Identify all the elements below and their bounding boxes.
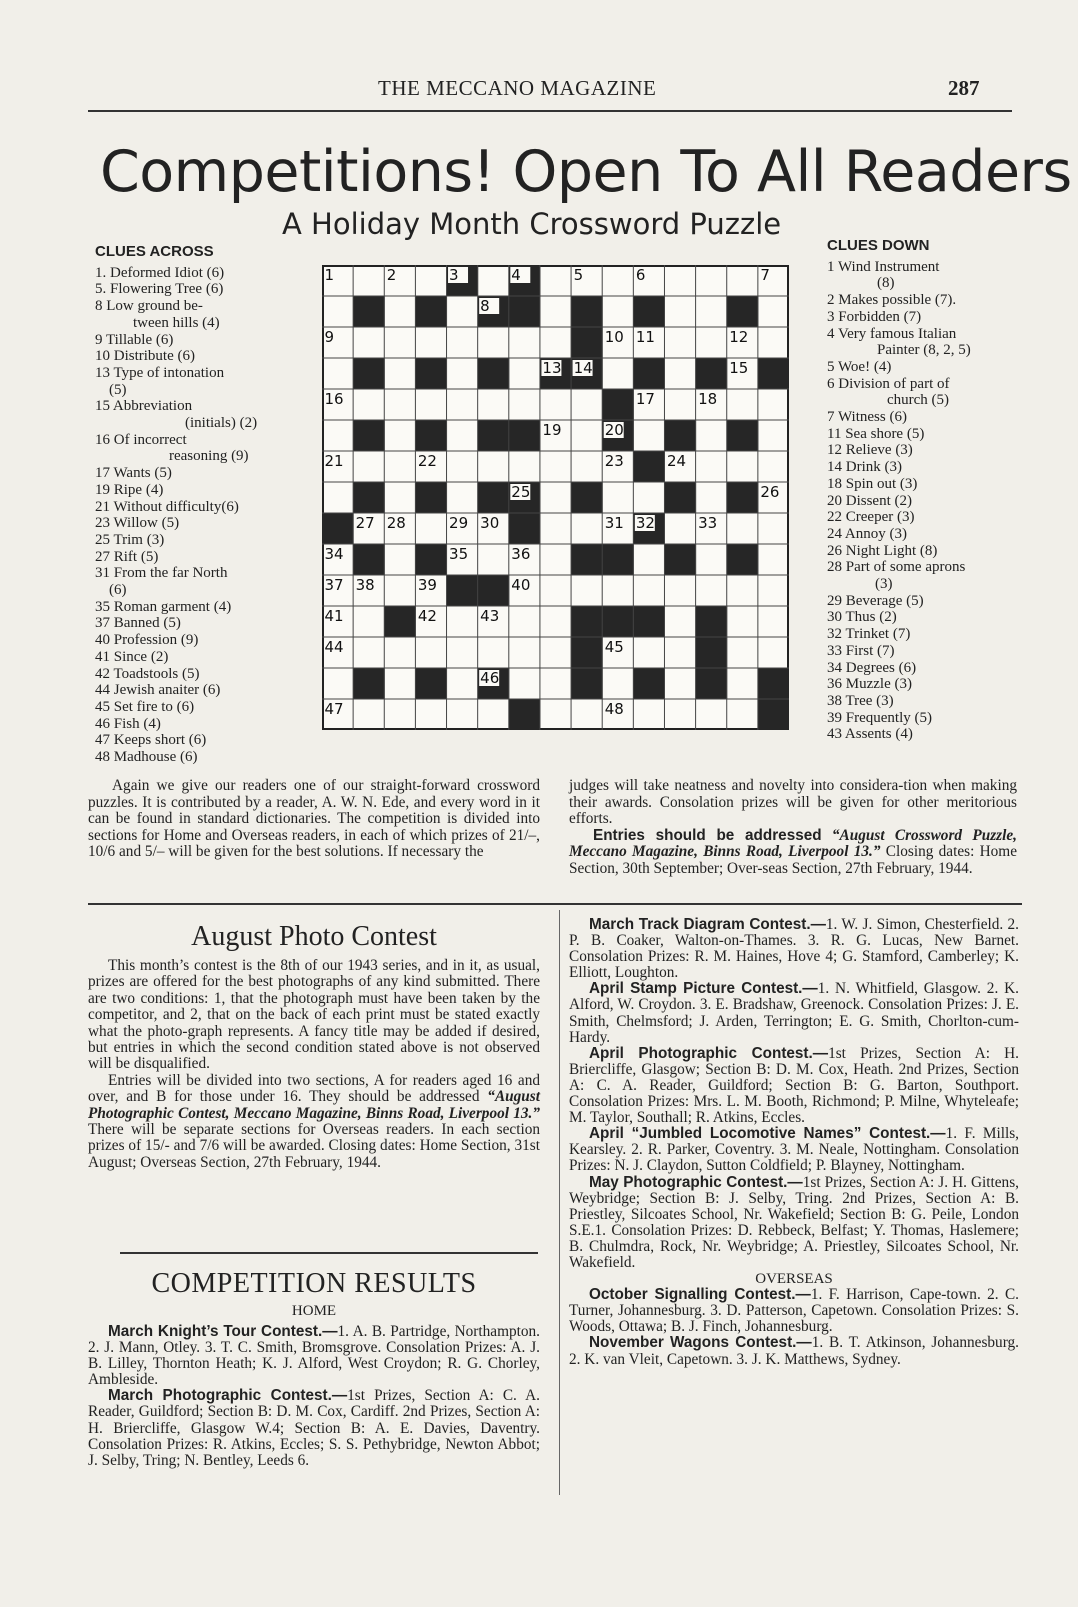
black-square bbox=[571, 296, 603, 328]
black-square bbox=[633, 668, 665, 700]
black-square bbox=[758, 358, 789, 390]
black-square bbox=[571, 637, 603, 669]
grid-number: 28 bbox=[386, 514, 406, 532]
grid-number: 30 bbox=[480, 514, 500, 532]
grid-number: 29 bbox=[449, 514, 469, 532]
down-clue: 32 Trinket (7) bbox=[827, 626, 911, 643]
grid-number: 35 bbox=[449, 545, 469, 563]
grid-number: 38 bbox=[355, 576, 375, 594]
down-clue: 1 Wind Instrument bbox=[827, 258, 940, 275]
grid-number: 31 bbox=[604, 514, 624, 532]
black-square bbox=[602, 544, 634, 576]
across-clue: 37 Banned (5) bbox=[95, 615, 181, 632]
results-rule bbox=[120, 1252, 538, 1254]
black-square bbox=[509, 699, 541, 730]
grid-number: 20 bbox=[604, 421, 624, 439]
black-square bbox=[509, 513, 541, 545]
down-clue: 11 Sea shore (5) bbox=[827, 425, 925, 442]
across-clue: 23 Willow (5) bbox=[95, 515, 180, 532]
black-square bbox=[478, 358, 510, 390]
across-clue: 45 Set fire to (6) bbox=[95, 698, 195, 715]
down-clue: (8) bbox=[877, 275, 895, 292]
grid-number: 6 bbox=[635, 266, 646, 284]
black-square bbox=[664, 544, 696, 576]
result-contest-name: March Track Diagram Contest.— bbox=[589, 916, 826, 933]
across-clue: 1. Deformed Idiot (6) bbox=[95, 264, 225, 281]
across-clue: (6) bbox=[109, 582, 127, 599]
black-square bbox=[384, 606, 416, 638]
entries-lead: Entries should be addressed bbox=[593, 826, 822, 844]
grid-number: 5 bbox=[573, 266, 584, 284]
result-contest-name: April Photographic Contest.— bbox=[589, 1044, 829, 1062]
grid-number: 18 bbox=[698, 390, 718, 408]
black-square bbox=[571, 327, 603, 359]
result-winners: 1. A. B. Partridge, Northampton. 2. J. Mann, Otley. 3. T. C. Smith, Bromsgrove. Consolation Prizes: A. J. B. Lilley, Thornton Heath; K. J. Alford, West Croydon; R. G. Chorley, Ambleside. bbox=[88, 1323, 541, 1389]
black-square bbox=[664, 420, 696, 452]
clues-down-heading: CLUES DOWN bbox=[827, 237, 930, 254]
grid-number: 13 bbox=[542, 359, 562, 377]
across-clue: 10 Distribute (6) bbox=[95, 348, 195, 365]
clues-down bbox=[827, 238, 971, 743]
black-square bbox=[353, 420, 385, 452]
across-clue: reasoning (9) bbox=[169, 448, 249, 465]
entries-paragraph bbox=[569, 828, 1017, 878]
across-clue: 47 Keeps short (6) bbox=[95, 732, 207, 749]
grid-number: 2 bbox=[386, 266, 397, 284]
clues-across-heading: CLUES ACROSS bbox=[95, 243, 214, 260]
result-contest-name: October Signalling Contest.— bbox=[589, 1286, 811, 1304]
across-clue: 25 Trim (3) bbox=[95, 531, 165, 548]
result-entry bbox=[569, 981, 1019, 1045]
down-clue: 20 Dissent (2) bbox=[827, 492, 912, 509]
grid-number: 48 bbox=[604, 700, 624, 718]
result-entry bbox=[88, 1324, 540, 1388]
across-clue: 13 Type of intonation bbox=[95, 364, 225, 381]
across-clue: 41 Since (2) bbox=[95, 648, 169, 665]
black-square bbox=[633, 358, 665, 390]
grid-number: 9 bbox=[324, 328, 335, 346]
black-square bbox=[478, 420, 510, 452]
black-square bbox=[353, 668, 385, 700]
black-square bbox=[727, 544, 759, 576]
across-clue: 5. Flowering Tree (6) bbox=[95, 281, 224, 298]
photo-contest-title: August Photo Contest bbox=[191, 921, 437, 952]
result-winners: 1st Prizes, Section A: J. H. Gittens, Weybridge; Section B: J. Selby, Tring. 2nd Prizes, Section A: B. Priestley, Silcoates School, Nr. Wakefield; Section B: G. Peile, London S.E.1. Consolation Prizes: D. Rebbeck, Belfast; Y. Thomas, Haslemere; B. Chulmdra, Rock, Nr. Weybridge; A. Priestley, Silcoates School, Nr. Wakefield. bbox=[569, 1173, 1019, 1271]
black-square bbox=[696, 606, 728, 638]
across-clue: tween hills (4) bbox=[133, 314, 220, 331]
grid-number: 44 bbox=[324, 638, 344, 656]
down-clue: 4 Very famous Italian bbox=[827, 325, 957, 342]
grid-number: 4 bbox=[511, 266, 521, 284]
results-left-column bbox=[88, 1324, 540, 1469]
intro-left-column bbox=[88, 778, 540, 861]
page-title: Competitions! Open To All Readers bbox=[100, 139, 1072, 205]
grid-number: 22 bbox=[417, 452, 437, 470]
across-clue: 40 Profession (9) bbox=[95, 632, 199, 649]
across-clue: 21 Without difficulty(6) bbox=[95, 498, 239, 515]
across-clue: 35 Roman garment (4) bbox=[95, 598, 232, 615]
black-square bbox=[353, 296, 385, 328]
black-square bbox=[602, 389, 634, 421]
grid-number: 40 bbox=[511, 576, 531, 594]
across-clue: 27 Rift (5) bbox=[95, 548, 159, 565]
photo-closing: There will be separate sections for Overseas readers. In each section prizes of 15/- and 7/6 will be awarded. Closing dates: Home Section, 31st August; Overseas Section, 27th February, 1944. bbox=[88, 1121, 540, 1171]
black-square bbox=[727, 420, 759, 452]
column-divider bbox=[559, 910, 560, 1495]
intro-right-column bbox=[569, 778, 1017, 878]
grid-number: 10 bbox=[604, 328, 624, 346]
intro-paragraph: judges will take neatness and novelty into considera-tion when making their awards. Consolation prizes will be given for other meritorious efforts. bbox=[569, 777, 1017, 828]
black-square bbox=[478, 482, 510, 514]
result-winners: 1. F. Harrison, Cape-town. 2. C. Turner, Johannesburg. 3. D. Patterson, Capetown. Consolation Prizes: S. Woods, Ottawa; B. J. Finch, Johannesburg. bbox=[569, 1286, 1020, 1336]
down-clue: 34 Degrees (6) bbox=[827, 659, 917, 676]
across-clue: 42 Toadstools (5) bbox=[95, 665, 200, 682]
black-square bbox=[509, 296, 541, 328]
across-clue: 9 Tillable (6) bbox=[95, 331, 174, 348]
result-entry bbox=[569, 917, 1019, 981]
photo-contest-body bbox=[88, 958, 540, 1171]
across-clue: 16 Of incorrect bbox=[95, 431, 187, 448]
result-winners: 1. B. T. Atkinson, Johannesburg. 2. K. van Vleit, Capetown. 3. J. K. Matthews, Sydney. bbox=[569, 1334, 1020, 1368]
black-square bbox=[664, 482, 696, 514]
result-contest-name: May Photographic Contest.— bbox=[589, 1173, 803, 1191]
result-entry bbox=[569, 1335, 1019, 1367]
black-square bbox=[571, 482, 603, 514]
grid-number: 45 bbox=[604, 638, 624, 656]
black-square bbox=[727, 296, 759, 328]
black-square bbox=[353, 544, 385, 576]
grid-number: 43 bbox=[480, 607, 500, 625]
down-clue: church (5) bbox=[887, 392, 950, 409]
closing-dates: Closing dates: Home Section, 30th September; Over-seas Section, 27th February, 1944. bbox=[569, 843, 1017, 877]
down-clue: 24 Annoy (3) bbox=[827, 525, 907, 542]
result-entry bbox=[569, 1175, 1019, 1272]
down-clue: 7 Witness (6) bbox=[827, 409, 907, 426]
result-contest-name: April Stamp Picture Contest.— bbox=[589, 980, 818, 998]
down-clue: 6 Division of part of bbox=[827, 375, 950, 392]
grid-number: 3 bbox=[449, 266, 459, 284]
black-square bbox=[415, 358, 447, 390]
grid-number: 11 bbox=[635, 328, 655, 346]
black-square bbox=[478, 575, 510, 607]
grid-number: 32 bbox=[635, 514, 655, 532]
grid-number: 7 bbox=[760, 266, 770, 284]
entries-address: “August Crossword Puzzle, Meccano Magazine, Binns Road, Liverpool 13.” bbox=[569, 826, 1017, 861]
grid-number: 47 bbox=[324, 700, 344, 718]
across-clue: (initials) (2) bbox=[185, 415, 258, 432]
grid-number: 42 bbox=[417, 607, 437, 625]
down-clue: 18 Spin out (3) bbox=[827, 475, 918, 492]
grid-number: 15 bbox=[729, 359, 749, 377]
down-clue: 29 Beverage (5) bbox=[827, 592, 924, 609]
black-square bbox=[353, 482, 385, 514]
down-clue: 22 Creeper (3) bbox=[827, 509, 915, 526]
grid-number: 17 bbox=[635, 390, 655, 408]
result-entry bbox=[569, 1046, 1019, 1126]
result-winners: 1st Prizes, Section A: C. A. Reader, Guildford; Section B: D. M. Cox, Cardiff. 2nd Prizes, Section A: H. Briercliffe, Glasgow W.4; Section B: A. E. Davies, Daventry. Consolation Prizes: R. Atkins, Eccles; S. S. Pethybridge, Newton Abbot; J. Selby, Tring; N. Bentley, Leeds 6. bbox=[88, 1387, 540, 1469]
black-square bbox=[415, 482, 447, 514]
result-winners: 1. F. Mills, Kearsley. 2. R. Parker, Coventry. 3. M. Neale, Nottingham. Consolation Prizes: N. J. Claydon, Sutton Coldfield; P. Blayney, Nottingham. bbox=[569, 1125, 1019, 1175]
black-square bbox=[633, 451, 665, 483]
black-square bbox=[415, 296, 447, 328]
crossword-subtitle: A Holiday Month Crossword Puzzle bbox=[282, 207, 782, 241]
black-square bbox=[415, 668, 447, 700]
page-header bbox=[0, 76, 1078, 102]
grid-number: 14 bbox=[573, 359, 593, 377]
black-square bbox=[571, 668, 603, 700]
grid-number: 25 bbox=[511, 483, 531, 501]
clues-across-list bbox=[95, 265, 257, 766]
result-contest-name: March Photographic Contest.— bbox=[108, 1387, 348, 1405]
grid-number: 33 bbox=[698, 514, 718, 532]
result-winners: 1. N. Whitfield, Glasgow. 2. K. Alford, W. Croydon. 3. E. Bradshaw, Greenock. Consolation Prizes: J. E. Smith, Chelmsford; J. Arden, Terrington; E. G. Smith, Chorlton-cum-Hardy. bbox=[569, 980, 1019, 1046]
grid-number: 36 bbox=[511, 545, 531, 563]
black-square bbox=[447, 575, 479, 607]
intro-paragraph: Again we give our readers one of our straight-forward crossword puzzles. It is contributed by a reader, A. W. N. Ede, and every word in it can be found in standard dictionaries. The competition is divided into sections for Home and Overseas readers, in each of which prizes of 21/–, 10/6 and 5/– will be given for the best solutions. If necessary the bbox=[88, 777, 540, 861]
grid-number: 39 bbox=[417, 576, 437, 594]
black-square bbox=[571, 606, 603, 638]
black-square bbox=[727, 482, 759, 514]
down-clue: 26 Night Light (8) bbox=[827, 542, 938, 559]
black-square bbox=[758, 699, 789, 730]
grid-number: 46 bbox=[480, 669, 500, 687]
down-clue: 43 Assents (4) bbox=[827, 726, 913, 743]
across-clue: 46 Fish (4) bbox=[95, 715, 161, 732]
down-clue: 33 First (7) bbox=[827, 642, 895, 659]
black-square bbox=[353, 358, 385, 390]
home-section-label: HOME bbox=[291, 1303, 337, 1319]
across-clue: 8 Low ground be- bbox=[95, 298, 203, 315]
across-clue: 15 Abbreviation bbox=[95, 398, 193, 415]
black-square bbox=[602, 606, 634, 638]
grid-number: 12 bbox=[729, 328, 749, 346]
down-clue: 5 Woe! (4) bbox=[827, 358, 892, 375]
result-winners: 1st Prizes, Section A: H. Briercliffe, Glasgow; Section B: D. M. Cox, Heath. 2nd Prizes, Section A: C. A. Reader, Guildford; Section B: G. Barton, Southport. Consolation Prizes: Mrs. L. M. Booth, Richmond; P. Milne, Whyteleafe; M. Taylor, Southall; R. Atkins, Eccles. bbox=[569, 1044, 1019, 1127]
result-entry bbox=[88, 1388, 540, 1468]
down-clue: 3 Forbidden (7) bbox=[827, 308, 922, 325]
black-square bbox=[633, 606, 665, 638]
grid-number: 23 bbox=[604, 452, 624, 470]
clues-across bbox=[95, 244, 257, 766]
black-square bbox=[571, 544, 603, 576]
page-number: 287 bbox=[948, 76, 980, 100]
across-clue: 17 Wants (5) bbox=[95, 465, 172, 482]
down-clue: 12 Relieve (3) bbox=[827, 442, 913, 459]
photo-paragraph: This month’s contest is the 8th of our 1943 series, and in it, as usual, prizes are offered for the best photographs of any kind submitted. There are two conditions: 1, that the photograph must have been taken by the competitor, and 2, that on the back of each print must be stated exactly what the photo-graph represents. A fancy title may be added if desired, but entries in which the second condition stated above is not observed will be disqualified. bbox=[88, 957, 540, 1073]
black-square bbox=[415, 544, 447, 576]
header-rule bbox=[88, 110, 1012, 112]
down-clue: Painter (8, 2, 5) bbox=[877, 342, 971, 359]
down-clue: (3) bbox=[875, 576, 893, 593]
grid-number: 1 bbox=[324, 266, 335, 284]
down-clue: 28 Part of some aprons bbox=[827, 559, 966, 576]
down-clue: 14 Drink (3) bbox=[827, 459, 902, 476]
down-clue: 2 Makes possible (7). bbox=[827, 292, 957, 309]
black-square bbox=[415, 420, 447, 452]
result-winners: 1. W. J. Simon, Chesterfield. 2. P. B. Coaker, Walton-on-Thames. 3. R. G. Lucas, New Barnet. Consolation Prizes: R. M. Haines, Hove 4; G. Stamford, Camberley; K. Elliott, Loughton. bbox=[569, 916, 1019, 982]
result-contest-name: March Knight’s Tour Contest.— bbox=[108, 1323, 338, 1340]
down-clue: 38 Tree (3) bbox=[827, 692, 894, 709]
crossword-grid bbox=[322, 265, 789, 730]
across-clue: 48 Madhouse (6) bbox=[95, 749, 198, 766]
grid-number: 8 bbox=[480, 297, 490, 315]
black-square bbox=[696, 668, 728, 700]
black-square bbox=[633, 296, 665, 328]
grid-number: 34 bbox=[324, 545, 344, 563]
black-square bbox=[696, 637, 728, 669]
black-square bbox=[509, 420, 541, 452]
grid-number: 26 bbox=[760, 483, 780, 501]
result-entry bbox=[569, 1126, 1019, 1174]
clues-down-list bbox=[827, 259, 971, 743]
down-clue: 39 Frequently (5) bbox=[827, 709, 932, 726]
across-clue: 19 Ripe (4) bbox=[95, 481, 164, 498]
grid-number: 19 bbox=[542, 421, 562, 439]
grid-number: 21 bbox=[324, 452, 344, 470]
results-right-column bbox=[569, 917, 1019, 1368]
black-square bbox=[322, 513, 354, 545]
grid-number: 24 bbox=[666, 452, 687, 470]
photo-entries-lead: Entries will be divided into two sections, A for readers aged 16 and over, and B for those under 16. They should be addressed bbox=[88, 1071, 540, 1106]
black-square bbox=[696, 358, 728, 390]
across-clue: (5) bbox=[109, 381, 127, 398]
photo-entries-address: “August Photographic Contest, Meccano Magazine, Binns Road, Liverpool 13.” bbox=[88, 1088, 541, 1122]
grid-number: 16 bbox=[324, 390, 344, 408]
across-clue: 44 Jewish anaiter (6) bbox=[95, 682, 221, 699]
section-divider bbox=[88, 903, 1022, 905]
result-contest-name: April “Jumbled Locomotive Names” Contest.— bbox=[589, 1125, 946, 1143]
down-clue: 30 Thus (2) bbox=[827, 609, 897, 626]
result-entry bbox=[569, 1287, 1019, 1335]
down-clue: 36 Muzzle (3) bbox=[827, 676, 912, 693]
photo-paragraph bbox=[88, 1073, 540, 1171]
result-contest-name: November Wagons Contest.— bbox=[589, 1334, 812, 1352]
grid-number: 27 bbox=[355, 514, 375, 532]
across-clue: 31 From the far North bbox=[95, 565, 228, 582]
magazine-name: THE MECCANO MAGAZINE bbox=[378, 76, 657, 100]
results-title: COMPETITION RESULTS bbox=[151, 1268, 477, 1299]
grid-number: 37 bbox=[324, 576, 344, 594]
black-square bbox=[758, 668, 789, 700]
grid-number: 41 bbox=[324, 607, 344, 625]
results-section-label: OVERSEAS bbox=[755, 1271, 833, 1288]
